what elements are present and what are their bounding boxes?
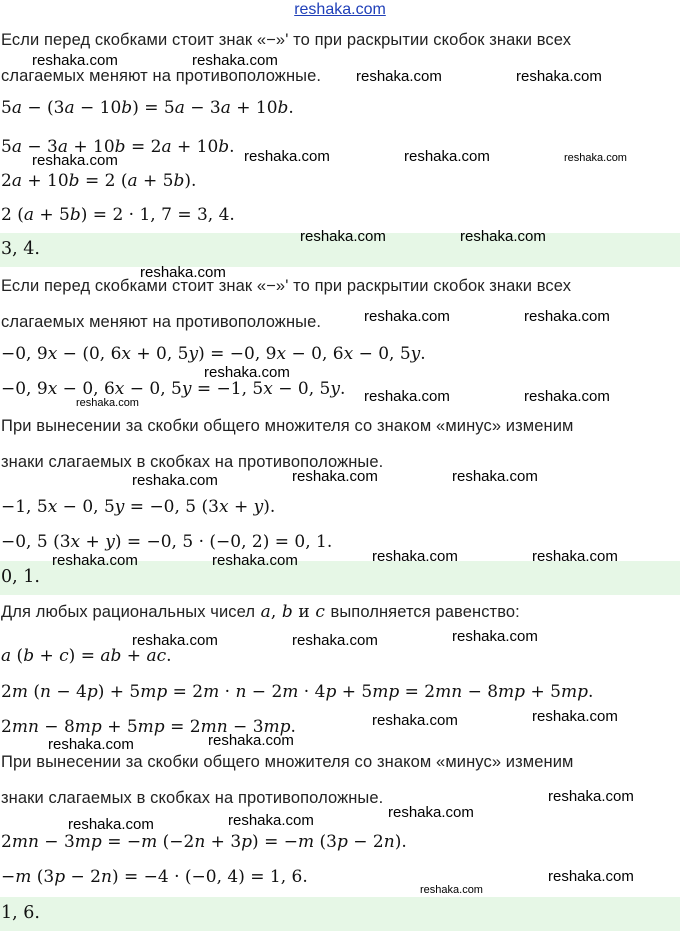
watermark-text: reshaka.com bbox=[388, 804, 474, 821]
math-expression: 2mn − 8mp + 5mp = 2mn − 3mp. bbox=[1, 717, 296, 737]
math-expression: −0, 9x − 0, 6x − 0, 5y = −1, 5x − 0, 5y. bbox=[1, 379, 346, 399]
math-expression: −1, 5x − 0, 5y = −0, 5 (3x + y). bbox=[1, 497, 276, 517]
math-expression: 2mn − 3mp = −m (−2n + 3p) = −m (3p − 2n). bbox=[1, 832, 407, 852]
watermark-text: reshaka.com bbox=[372, 712, 458, 729]
watermark-text: reshaka.com bbox=[356, 68, 442, 85]
watermark-text: reshaka.com bbox=[208, 732, 294, 749]
explanation-text: При вынесении за скобки общего множителя со знаком «минус» изменим bbox=[1, 417, 574, 435]
site-title-link[interactable]: reshaka.com bbox=[294, 1, 386, 18]
watermark-text: reshaka.com bbox=[132, 472, 218, 489]
watermark-text: reshaka.com bbox=[48, 736, 134, 753]
watermark-text: reshaka.com bbox=[132, 632, 218, 649]
explanation-text: слагаемых меняют на противоположные. bbox=[1, 313, 322, 331]
watermark-text: reshaka.com bbox=[292, 632, 378, 649]
watermark-text: reshaka.com bbox=[532, 548, 618, 565]
math-expression: a (b + c) = ab + ac. bbox=[1, 646, 172, 666]
watermark-text: reshaka.com bbox=[516, 68, 602, 85]
watermark-text: reshaka.com bbox=[524, 388, 610, 405]
watermark-text: reshaka.com bbox=[32, 52, 118, 69]
watermark-text: reshaka.com bbox=[228, 812, 314, 829]
watermark-text: reshaka.com bbox=[524, 308, 610, 325]
watermark-text: reshaka.com bbox=[420, 884, 483, 896]
answer-value: 3, 4. bbox=[1, 239, 40, 259]
watermark-text: reshaka.com bbox=[32, 152, 118, 169]
watermark-text: reshaka.com bbox=[460, 228, 546, 245]
explanation-text: Если перед скобками стоит знак «−»' то при раскрытии скобок знаки всех bbox=[1, 31, 572, 49]
math-expression: −0, 5 (3x + y) = −0, 5 · (−0, 2) = 0, 1. bbox=[1, 532, 333, 552]
answer-box bbox=[0, 897, 680, 931]
explanation-text: слагаемых меняют на противоположные. bbox=[1, 67, 322, 85]
watermark-text: reshaka.com bbox=[564, 152, 627, 164]
explanation-text: Для любых рациональных чисел a, b и c выполняется равенство: bbox=[1, 602, 520, 622]
watermark-text: reshaka.com bbox=[212, 552, 298, 569]
watermark-text: reshaka.com bbox=[452, 468, 538, 485]
watermark-text: reshaka.com bbox=[404, 148, 490, 165]
watermark-text: reshaka.com bbox=[244, 148, 330, 165]
math-expression: 2m (n − 4p) + 5mp = 2m · n − 2m · 4p + 5mp = 2mn − 8mp + 5mp. bbox=[1, 682, 594, 702]
math-expression: 5a − 3a + 10b = 2a + 10b. bbox=[1, 137, 235, 157]
watermark-text: reshaka.com bbox=[140, 264, 226, 281]
math-expression: −m (3p − 2n) = −4 · (−0, 4) = 1, 6. bbox=[1, 867, 308, 887]
explanation-text: Если перед скобками стоит знак «−»' то при раскрытии скобок знаки всех bbox=[1, 277, 572, 295]
math-expression: −0, 9x − (0, 6x + 0, 5y) = −0, 9x − 0, 6x − 0, 5y. bbox=[1, 344, 426, 364]
explanation-text: При вынесении за скобки общего множителя со знаком «минус» изменим bbox=[1, 753, 574, 771]
watermark-text: reshaka.com bbox=[364, 308, 450, 325]
explanation-text: знаки слагаемых в скобках на противоположные. bbox=[1, 453, 384, 471]
watermark-text: reshaka.com bbox=[452, 628, 538, 645]
math-expression: 2a + 10b = 2 (a + 5b). bbox=[1, 171, 197, 191]
watermark-text: reshaka.com bbox=[548, 868, 634, 885]
math-expression: 2 (a + 5b) = 2 · 1, 7 = 3, 4. bbox=[1, 205, 235, 225]
watermark-text: reshaka.com bbox=[52, 552, 138, 569]
watermark-text: reshaka.com bbox=[76, 397, 139, 409]
answer-value: 0, 1. bbox=[1, 567, 40, 587]
watermark-text: reshaka.com bbox=[532, 708, 618, 725]
math-expression: 5a − (3a − 10b) = 5a − 3a + 10b. bbox=[1, 98, 294, 118]
watermark-text: reshaka.com bbox=[68, 816, 154, 833]
watermark-text: reshaka.com bbox=[192, 52, 278, 69]
explanation-text: знаки слагаемых в скобках на противоположные. bbox=[1, 789, 384, 807]
watermark-text: reshaka.com bbox=[548, 788, 634, 805]
watermark-text: reshaka.com bbox=[204, 364, 290, 381]
watermark-text: reshaka.com bbox=[364, 388, 450, 405]
watermark-text: reshaka.com bbox=[372, 548, 458, 565]
watermark-text: reshaka.com bbox=[300, 228, 386, 245]
answer-value: 1, 6. bbox=[1, 903, 40, 923]
watermark-text: reshaka.com bbox=[292, 468, 378, 485]
